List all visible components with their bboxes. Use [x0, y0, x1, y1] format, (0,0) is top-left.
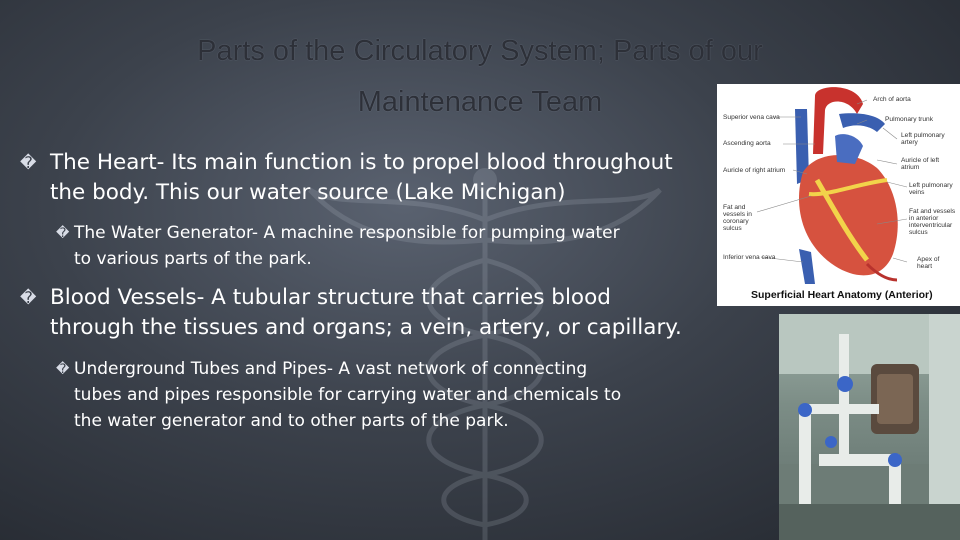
- bullet-marker-icon: �: [20, 153, 37, 172]
- sub-bullet-tubes-pipes: [56, 356, 714, 434]
- label-auricle-left-atrium: Auricle of left atrium: [901, 157, 940, 171]
- title-line-1: Parts of the Circulatory System; Parts of our: [197, 35, 763, 67]
- bullet-heart-line-2: the body. This our water source (Lake Michigan): [50, 180, 566, 205]
- label-left-pulmonary-veins: Left pulmonary veins: [909, 182, 953, 196]
- label-apex-of-heart: Apex of heart: [917, 256, 940, 270]
- label-superior-vena-cava: Superior vena cava: [723, 114, 780, 121]
- water-pump-photo: [779, 314, 960, 540]
- bullet-blood-vessels: [20, 283, 740, 343]
- label-pulmonary-trunk: Pulmonary trunk: [885, 116, 934, 123]
- sub-bullet-marker-icon: �: [56, 226, 70, 241]
- bullet-blood-vessels-line-1: Blood Vessels- A tubular structure that carries blood: [50, 285, 611, 310]
- label-fat-vessels-interventricular: Fat and vessels in anterior interventricular sulcus: [909, 208, 956, 236]
- label-fat-vessels-coronary: Fat and vessels in coronary sulcus: [723, 204, 752, 232]
- sub-bullet-water-generator-line-1: The Water Generator- A machine responsible for pumping water: [74, 223, 620, 243]
- pump-machine-icon: [779, 314, 960, 540]
- label-left-pulmonary-artery: Left pulmonary artery: [901, 132, 945, 146]
- sub-bullet-tubes-pipes-line-1: Underground Tubes and Pipes- A vast network of connecting: [74, 359, 588, 379]
- label-ascending-aorta: Ascending aorta: [723, 140, 771, 147]
- title-line-2: Maintenance Team: [357, 86, 603, 118]
- sub-bullet-marker-icon: �: [56, 362, 70, 377]
- caduceus-watermark-icon: [300, 150, 670, 540]
- label-auricle-right-atrium: Auricle of right atrium: [723, 167, 786, 174]
- bullet-marker-icon: �: [20, 288, 37, 307]
- sub-bullet-tubes-pipes-line-2: tubes and pipes responsible for carrying water and chemicals to: [74, 385, 622, 405]
- bullet-heart-line-1: The Heart- Its main function is to propel blood throughout: [50, 150, 673, 175]
- label-arch-of-aorta: Arch of aorta: [873, 96, 911, 103]
- sub-bullet-tubes-pipes-line-3: the water generator and to other parts of the park.: [74, 411, 509, 431]
- sub-bullet-water-generator-line-2: to various parts of the park.: [74, 249, 312, 269]
- heart-diagram-caption: Superficial Heart Anatomy (Anterior): [751, 289, 933, 301]
- heart-anatomy-image: [717, 84, 960, 306]
- bullet-heart: [20, 148, 740, 208]
- bullet-blood-vessels-line-2: through the tissues and organs; a vein, artery, or capillary.: [50, 315, 682, 340]
- sub-bullet-water-generator: [56, 220, 714, 272]
- label-inferior-vena-cava: Inferior vena cava: [723, 254, 776, 261]
